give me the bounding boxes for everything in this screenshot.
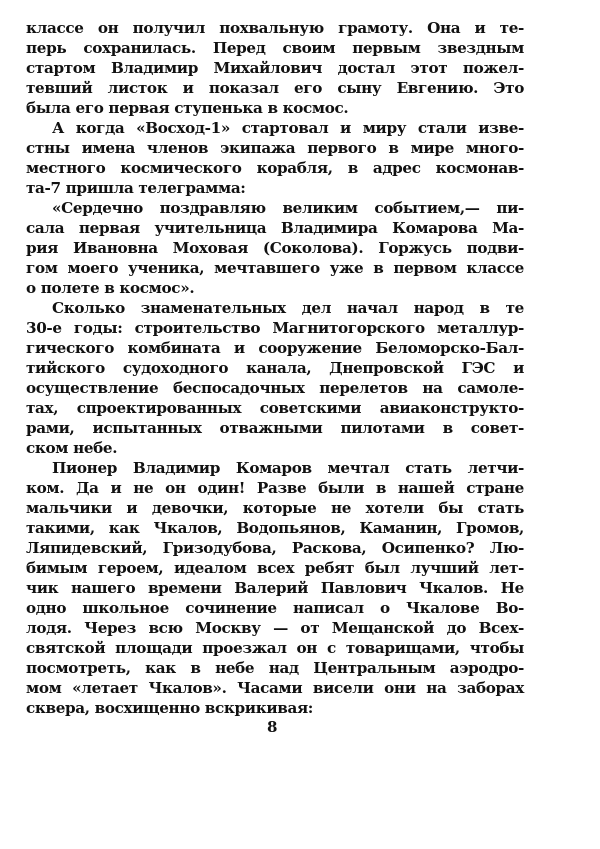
text-line: классе он получил похвальную грамоту. Она и те- <box>26 19 524 37</box>
text-line: перь сохранилась. Перед своим первым звездным <box>26 39 524 57</box>
text-line: стны имена членов экипажа первого в мире много- <box>26 139 524 157</box>
text-line: о полете в космос». <box>26 279 195 297</box>
text-line: сала первая учительница Владимира Комарова Ма- <box>26 219 524 237</box>
text-line: гического комбината и сооружение Беломорско-Бал- <box>26 339 524 357</box>
text-line: рия Ивановна Моховая (Соколова). Горжусь подви- <box>26 239 524 257</box>
text-line: Сколько знаменательных дел начал народ в те <box>52 299 524 317</box>
text-line: тевший листок и показал его сыну Евгению. Это <box>26 79 524 97</box>
text-line: была его первая ступенька в космос. <box>26 99 349 117</box>
text-line: «Сердечно поздравляю великим событием,— пи- <box>52 199 524 217</box>
text-line: рами, испытанных отважными пилотами в совет- <box>26 419 524 437</box>
text-line: местного космического корабля, в адрес космонав- <box>26 159 524 177</box>
text-line: лодя. Через всю Москву — от Мещанской до Всех- <box>26 619 524 637</box>
text-line: сквера, восхищенно вскрикивая: <box>26 699 314 717</box>
text-line: стартом Владимир Михайлович достал этот пожел- <box>26 59 524 77</box>
text-line: одно школьное сочинение написал о Чкалове Во- <box>26 599 524 617</box>
text-line: осуществление беспосадочных перелетов на самоле- <box>26 379 524 397</box>
text-line: ском небе. <box>26 439 118 457</box>
text-line: бимым героем, идеалом всех ребят был лучший лет- <box>26 559 524 577</box>
text-line: А когда «Восход-1» стартовал и миру стали изве- <box>52 119 524 137</box>
page-number: 8 <box>267 718 278 736</box>
text-line: Пионер Владимир Комаров мечтал стать летчи- <box>52 459 524 477</box>
text-line: мальчики и девочки, которые не хотели бы стать <box>26 499 524 517</box>
text-line: Ляпидевский, Гризодубова, Раскова, Осипенко? Лю- <box>26 539 524 557</box>
text-line: тийского судоходного канала, Днепровской ГЭС и <box>26 359 524 377</box>
text-line: святской площади проезжал он с товарищами, чтобы <box>26 639 524 657</box>
paragraph <box>26 458 524 718</box>
book-page-text <box>26 18 524 718</box>
text-line: та-7 пришла телеграмма: <box>26 179 246 197</box>
text-line: посмотреть, как в небе над Центральным аэродро- <box>26 659 524 677</box>
quote-paragraph <box>26 198 524 298</box>
paragraph <box>26 118 524 198</box>
text-line: ком. Да и не он один! Разве были в нашей стране <box>26 479 524 497</box>
text-line: гом моего ученика, мечтавшего уже в первом классе <box>26 259 524 277</box>
text-line: такими, как Чкалов, Водопьянов, Каманин, Громов, <box>26 519 524 537</box>
text-line: 30-е годы: строительство Магнитогорского металлур- <box>26 319 524 337</box>
text-line: тах, спроектированных советскими авиаконструкто- <box>26 399 524 417</box>
paragraph <box>26 298 524 458</box>
paragraph <box>26 18 524 118</box>
text-line: чик нашего времени Валерий Павлович Чкалов. Не <box>26 579 524 597</box>
text-line: мом «летает Чкалов». Часами висели они на заборах <box>26 679 524 697</box>
